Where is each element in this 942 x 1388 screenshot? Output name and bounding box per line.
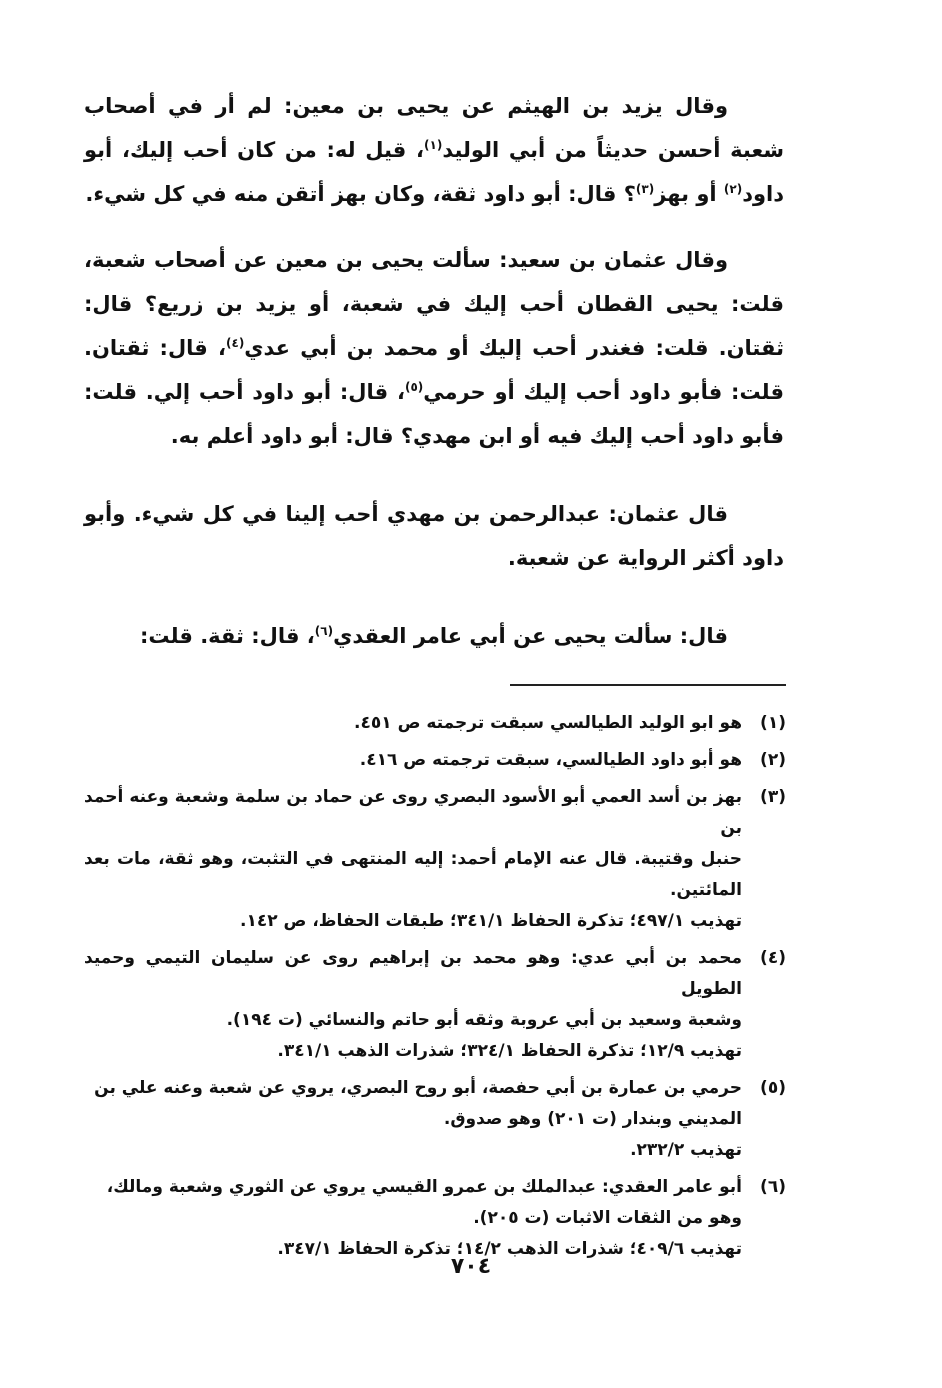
footnote-line: هو ابو الوليد الطيالسي سبقت ترجمته ص ٤٥١. xyxy=(354,713,742,733)
paragraph-2-text-b: ، قال: ثقتان. قلت: فأبو داود أحب إليك أو حرمي xyxy=(84,336,784,404)
footnote-4 xyxy=(84,943,786,1067)
paragraph-1-text-b: ، قيل له: من كان أحب إليك، أبو داود xyxy=(84,138,784,206)
footnote-line: تهذيب ٤٩٧/١؛ تذكرة الحفاظ ٣٤١/١؛ طبقات الحفاظ، ص ١٤٢. xyxy=(240,911,742,931)
footnote-ref-6: (٦) xyxy=(314,624,334,638)
footnote-number: (١) xyxy=(760,713,786,733)
footnote-number: (٤) xyxy=(760,948,786,968)
footnote-number: (٢) xyxy=(760,750,786,770)
footnote-line: وشعبة وسعيد بن أبي عروبة وثقه أبو حاتم والنسائي (ت ١٩٤). xyxy=(226,1010,742,1030)
paragraph-2-text-c: ، قال: أبو داود أحب إلي. قلت: فأبو داود أحب إليك فيه أو ابن مهدي؟ قال: أبو داود أعلم به. xyxy=(84,380,784,448)
footnote-line: حرمي بن عمارة بن أبي حفصة، أبو روح البصري، يروي عن شعبة وعنه علي بن xyxy=(94,1078,742,1098)
footnote-number: (٦) xyxy=(760,1177,786,1197)
footnote-line: تهذيب ١٢/٩؛ تذكرة الحفاظ ٣٢٤/١؛ شذرات الذهب ٣٤١/١. xyxy=(277,1041,742,1061)
footnote-ref-5: (٥) xyxy=(404,380,424,394)
footnote-3 xyxy=(84,782,786,937)
paragraph-3-text: قال عثمان: عبدالرحمن بن مهدي أحب إلينا في كل شيء. وأبو داود أكثر الرواية عن شعبة. xyxy=(84,502,784,570)
footnotes xyxy=(84,708,786,1271)
main-text xyxy=(84,84,784,658)
footnote-6 xyxy=(84,1172,786,1265)
footnote-line: بهز بن أسد العمي أبو الأسود البصري روى عن حماد بن سلمة وشعبة وعنه أحمد بن xyxy=(84,787,742,838)
footnote-ref-1: (١) xyxy=(424,138,443,152)
footnote-number: (٥) xyxy=(760,1078,786,1098)
footnote-line: المديني وبندار (ت ٢٠١) وهو صدوق. xyxy=(443,1109,742,1129)
footnote-line: أبو عامر العقدي: عبدالملك بن عمرو القيسي يروي عن الثوري وشعبة ومالك، xyxy=(106,1177,742,1197)
footnote-line: وهو من الثقات الاثبات (ت ٢٠٥). xyxy=(473,1208,742,1228)
footnote-separator xyxy=(510,684,786,686)
footnote-number: (٣) xyxy=(760,787,786,807)
paragraph-1 xyxy=(84,84,784,216)
paragraph-2 xyxy=(84,238,784,458)
paragraph-3 xyxy=(84,492,784,580)
footnote-line: محمد بن أبي عدي: وهو محمد بن إبراهيم روى عن سليمان التيمي وحميد الطويل xyxy=(84,948,742,999)
footnote-ref-2: (٢) xyxy=(723,182,743,196)
footnote-1 xyxy=(84,708,786,739)
footnote-ref-4: (٤) xyxy=(226,336,245,350)
footnote-2 xyxy=(84,745,786,776)
paragraph-4-text-b: ، قال: ثقة. قلت: xyxy=(139,624,315,648)
paragraph-1-text-d: ؟ قال: أبو داود ثقة، وكان بهز أتقن منه في كل شيء. xyxy=(85,182,636,206)
paragraph-4 xyxy=(84,614,784,658)
footnote-line: هو أبو داود الطيالسي، سبقت ترجمته ص ٤١٦. xyxy=(359,750,742,770)
footnote-line: تهذيب ٢٣٢/٢. xyxy=(630,1140,742,1160)
page-number: ٧٠٤ xyxy=(450,1254,492,1279)
paragraph-4-text-a: قال: سألت يحيى عن أبي عامر العقدي xyxy=(333,624,728,648)
paragraph-1-text-a: وقال يزيد بن الهيثم عن يحيى بن معين: لم أر في أصحاب شعبة أحسن حديثاً من أبي الوليد xyxy=(84,94,784,162)
footnote-ref-3: (٣) xyxy=(635,182,655,196)
footnote-line: تهذيب ٤٠٩/٦؛ شذرات الذهب ١٤/٢؛ تذكرة الحفاظ ٣٤٧/١. xyxy=(277,1239,742,1259)
footnote-line: حنبل وقتيبة. قال عنه الإمام أحمد: إليه المنتهى في التثبت، وهو ثقة، مات بعد المائتين. xyxy=(84,849,742,900)
paragraph-1-text-c: أو بهز xyxy=(654,182,724,206)
footnote-5 xyxy=(84,1073,786,1166)
paragraph-2-text-a: وقال عثمان بن سعيد: سألت يحيى بن معين عن أصحاب شعبة، قلت: يحيى القطان أحب إليك في شعبة، أو يزيد بن زريع؟ قال: ثقتان. قلت: فغندر أحب إليك أو محمد بن أبي عدي xyxy=(84,248,784,360)
